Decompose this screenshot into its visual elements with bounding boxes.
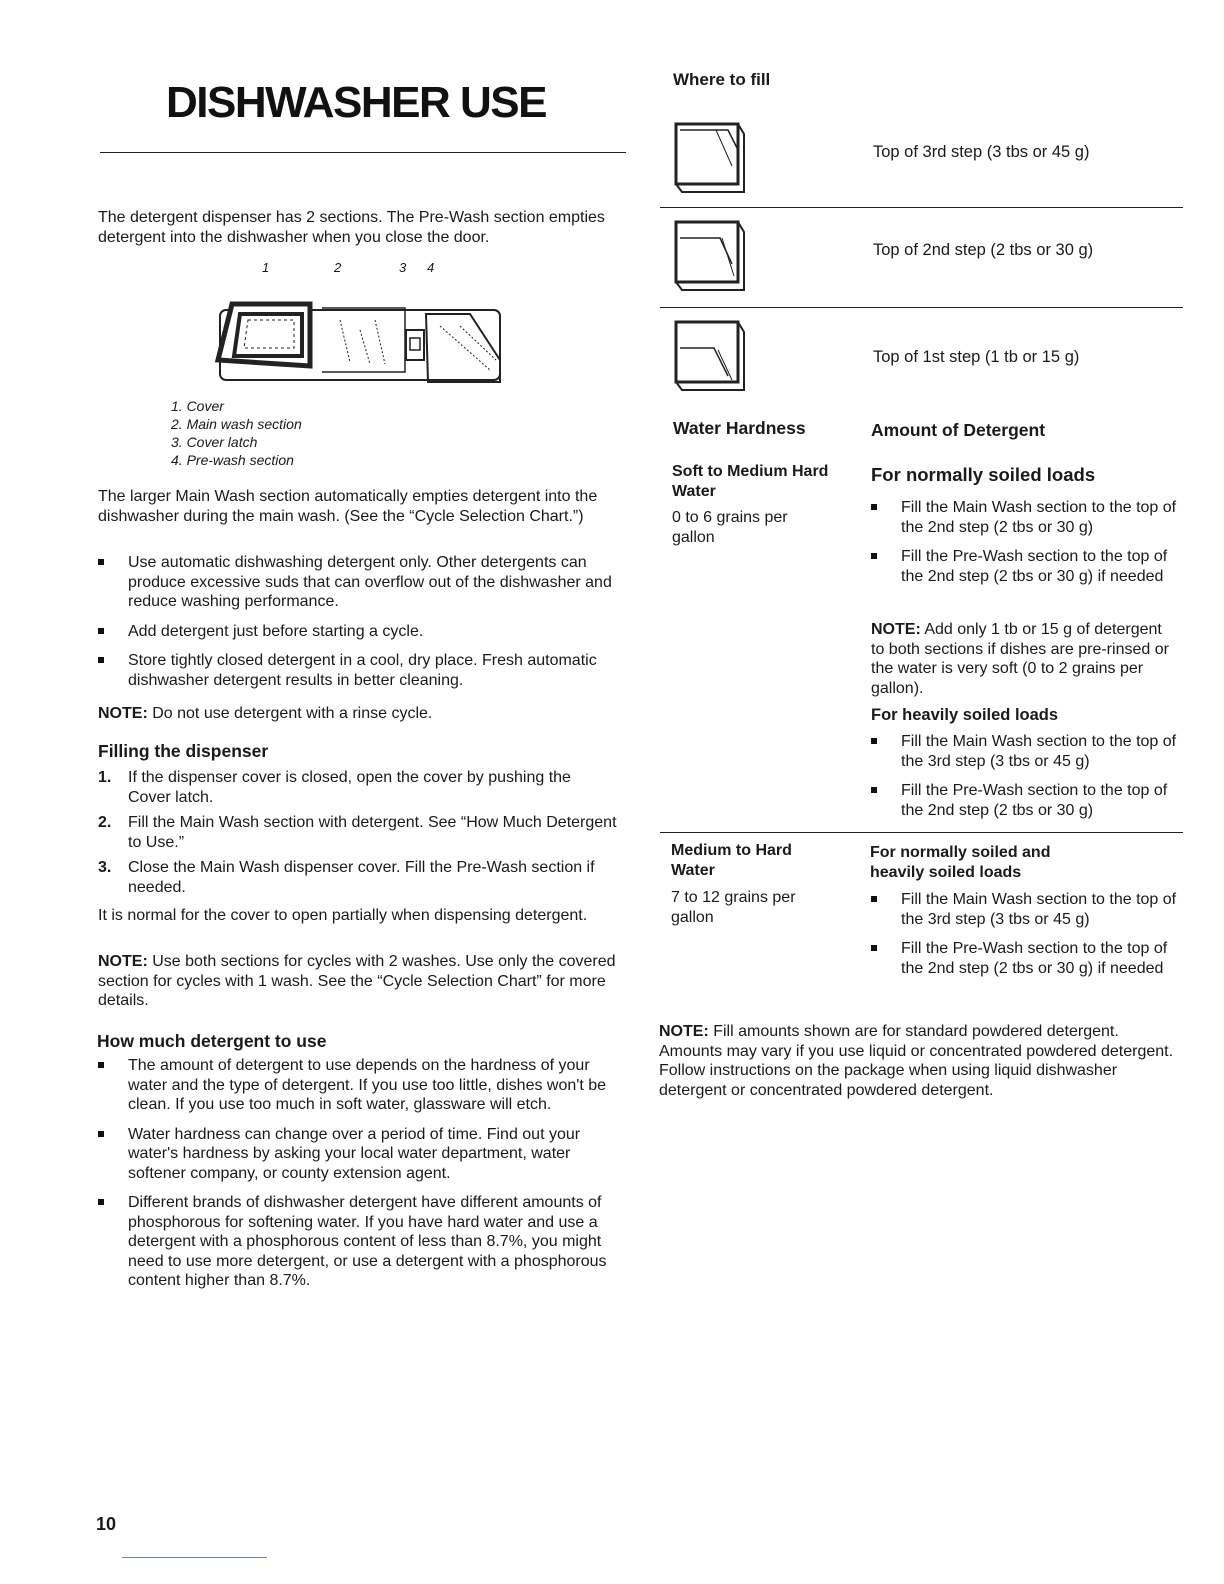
- how-much-item: Water hardness can change over a period of time. Find out your water's hardness by asking your local water department, water softener company, or county extension agent.: [98, 1125, 623, 1184]
- note-text: Use both sections for cycles with 2 washes. Use only the covered section for cycles with 1 wash. See the “Cycle Selection Chart” for more details.: [98, 953, 616, 1009]
- soft-heavy-list: [871, 732, 1181, 820]
- soft-normal-heading: For normally soiled loads: [871, 464, 1096, 485]
- table-divider: [660, 832, 1183, 833]
- detergent-tips-list: [98, 553, 623, 690]
- filling-steps: [98, 768, 618, 897]
- dispenser-illustration: [210, 290, 515, 390]
- tip-item: Add detergent just before starting a cycle.: [98, 622, 623, 642]
- main-wash-text: The larger Main Wash section automatically empties detergent into the dishwasher during the main wash. (See the “Cycle Selection Chart.”): [98, 488, 598, 525]
- filling-heading: Filling the dispenser: [98, 741, 269, 761]
- filling-step: 1. If the dispenser cover is closed, open the cover by pushing the Cover latch.: [98, 769, 571, 806]
- intro-text: The detergent dispenser has 2 sections. The Pre-Wash section empties detergent into the dishwasher when you close the door.: [98, 209, 605, 246]
- note-label: NOTE:: [659, 1023, 709, 1040]
- prerinse-note: [871, 620, 1176, 698]
- rinse-note: [98, 704, 618, 724]
- title-rule: [100, 152, 626, 153]
- note-label: NOTE:: [98, 705, 148, 722]
- note-text: Do not use detergent with a rinse cycle.: [147, 705, 433, 722]
- note-text: Add only 1 tb or 15 g of detergent to both sections if dishes are pre-rinsed or the water is very soft (0 to 2 grains per gallon).: [871, 621, 1169, 697]
- caption-4: 4. Pre-wash section: [171, 452, 294, 468]
- page-title: DISHWASHER USE: [166, 78, 546, 127]
- note-label: NOTE:: [98, 953, 148, 970]
- how-much-item: Different brands of dishwasher detergent have different amounts of phosphorous for softening water. If you have hard water and use a detergent with a phosphorous content of less than 8.7%, you might need to use more detergent, or use a detergent with a phosphorous content higher than 8.7%.: [98, 1193, 623, 1291]
- first-step-icon: [672, 318, 752, 400]
- soft-heavy-item: Fill the Main Wash section to the top of the 3rd step (3 tbs or 45 g): [871, 732, 1181, 771]
- filling-step: 3. Close the Main Wash dispenser cover. Fill the Pre-Wash section if needed.: [98, 859, 595, 896]
- caption-1: 1. Cover: [171, 398, 224, 414]
- cover-normal-text: It is normal for the cover to open partially when dispensing detergent.: [98, 907, 588, 924]
- note-label: NOTE:: [871, 621, 921, 638]
- soft-water-label: Soft to Medium Hard Water: [672, 463, 829, 500]
- col-amount-of-detergent: Amount of Detergent: [871, 420, 1046, 440]
- callout-3: 3: [399, 260, 407, 275]
- hard-list: [871, 890, 1181, 978]
- footer-rule: [122, 1557, 267, 1558]
- fill-level-1st: Top of 1st step (1 tb or 15 g): [873, 348, 1080, 366]
- how-much-heading: How much detergent to use: [97, 1031, 327, 1051]
- soft-water-range: 0 to 6 grains per gallon: [672, 509, 788, 546]
- fill-divider: [660, 307, 1183, 308]
- how-much-list: [98, 1056, 623, 1291]
- powder-note: [659, 1022, 1184, 1100]
- soft-normal-item: Fill the Main Wash section to the top of the 2nd step (2 tbs or 30 g): [871, 498, 1181, 537]
- callout-1: 1: [262, 260, 270, 275]
- hard-water-label: Medium to Hard Water: [671, 842, 792, 879]
- soft-normal-item: Fill the Pre-Wash section to the top of the 2nd step (2 tbs or 30 g) if needed: [871, 547, 1181, 586]
- hard-item: Fill the Pre-Wash section to the top of the 2nd step (2 tbs or 30 g) if needed: [871, 939, 1181, 978]
- note-text: Fill amounts shown are for standard powdered detergent. Amounts may vary if you use liquid or concentrated powdered detergent. Follow instructions on the package when using liquid dishwasher detergent or concentrated powdered detergent.: [659, 1023, 1174, 1099]
- caption-2: 2. Main wash section: [171, 416, 302, 432]
- soft-heavy-heading: For heavily soiled loads: [871, 706, 1059, 724]
- hard-water-range: 7 to 12 grains per gallon: [671, 889, 796, 926]
- soft-normal-list: [871, 498, 1181, 586]
- fill-divider: [660, 207, 1183, 208]
- col-water-hardness: Water Hardness: [673, 418, 806, 438]
- callout-2: 2: [334, 260, 342, 275]
- third-step-icon: [672, 120, 752, 202]
- fill-level-2nd: Top of 2nd step (2 tbs or 30 g): [873, 241, 1094, 259]
- caption-3: 3. Cover latch: [171, 434, 258, 450]
- soft-heavy-item: Fill the Pre-Wash section to the top of the 2nd step (2 tbs or 30 g): [871, 781, 1181, 820]
- hard-heading: For normally soiled and heavily soiled loads: [870, 844, 1051, 881]
- tip-item: Use automatic dishwashing detergent only. Other detergents can produce excessive suds that can overflow out of the dishwasher and reduce washing performance.: [98, 553, 623, 612]
- tip-item: Store tightly closed detergent in a cool, dry place. Fresh automatic dishwasher detergent results in better cleaning.: [98, 651, 623, 690]
- hard-item: Fill the Main Wash section to the top of the 3rd step (3 tbs or 45 g): [871, 890, 1181, 929]
- where-to-fill-heading: Where to fill: [673, 70, 771, 89]
- cycles-note: [98, 952, 623, 1011]
- callout-4: 4: [427, 260, 435, 275]
- second-step-icon: [672, 218, 752, 300]
- fill-level-3rd: Top of 3rd step (3 tbs or 45 g): [873, 143, 1090, 161]
- filling-step: 2. Fill the Main Wash section with detergent. See “How Much Detergent to Use.”: [98, 814, 617, 851]
- how-much-item: The amount of detergent to use depends on the hardness of your water and the type of detergent. If you use too little, dishes won't be clean. If you use too much in soft water, glassware will etch.: [98, 1056, 623, 1115]
- page-number: 10: [96, 1514, 117, 1534]
